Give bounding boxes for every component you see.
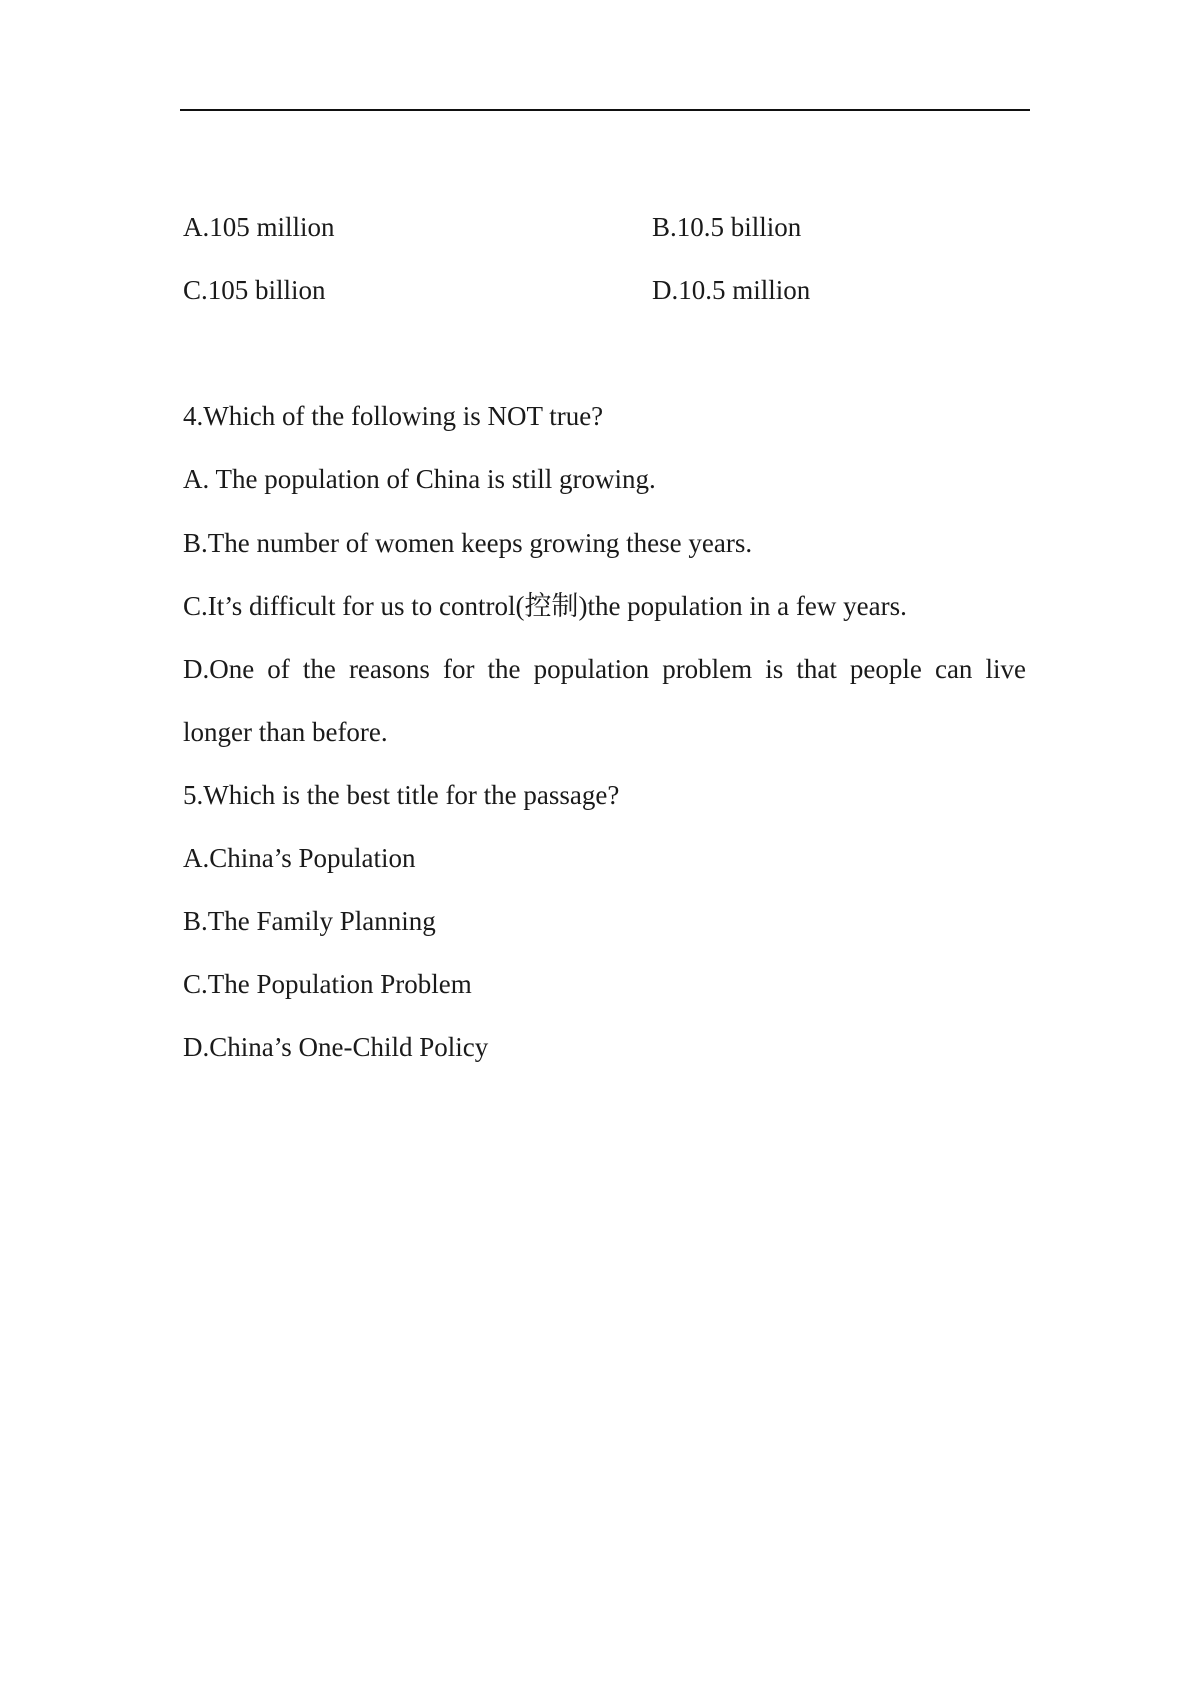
q5-option-a: A.China’s Population bbox=[183, 843, 416, 873]
q4-option-d-line1: D.One of the reasons for the population problem is that people can live bbox=[183, 654, 1026, 684]
q5-option-b: B.The Family Planning bbox=[183, 906, 436, 936]
q3-option-d: D.10.5 million bbox=[652, 275, 811, 305]
q5-question: 5.Which is the best title for the passage? bbox=[183, 780, 620, 810]
header-rule bbox=[180, 109, 1030, 111]
q3-option-a: A.105 million bbox=[183, 212, 335, 242]
q3-option-b: B.10.5 billion bbox=[652, 212, 802, 242]
q5-option-d: D.China’s One-Child Policy bbox=[183, 1032, 489, 1062]
q4-option-a: A. The population of China is still growing. bbox=[183, 464, 656, 494]
q5-option-c: C.The Population Problem bbox=[183, 969, 472, 999]
q4-option-c: C.It’s difficult for us to control(控制)the population in a few years. bbox=[183, 591, 907, 621]
q4-option-b: B.The number of women keeps growing these years. bbox=[183, 528, 753, 558]
q4-question: 4.Which of the following is NOT true? bbox=[183, 401, 604, 431]
q4-option-d-line2: longer than before. bbox=[183, 717, 388, 747]
q3-option-c: C.105 billion bbox=[183, 275, 326, 305]
